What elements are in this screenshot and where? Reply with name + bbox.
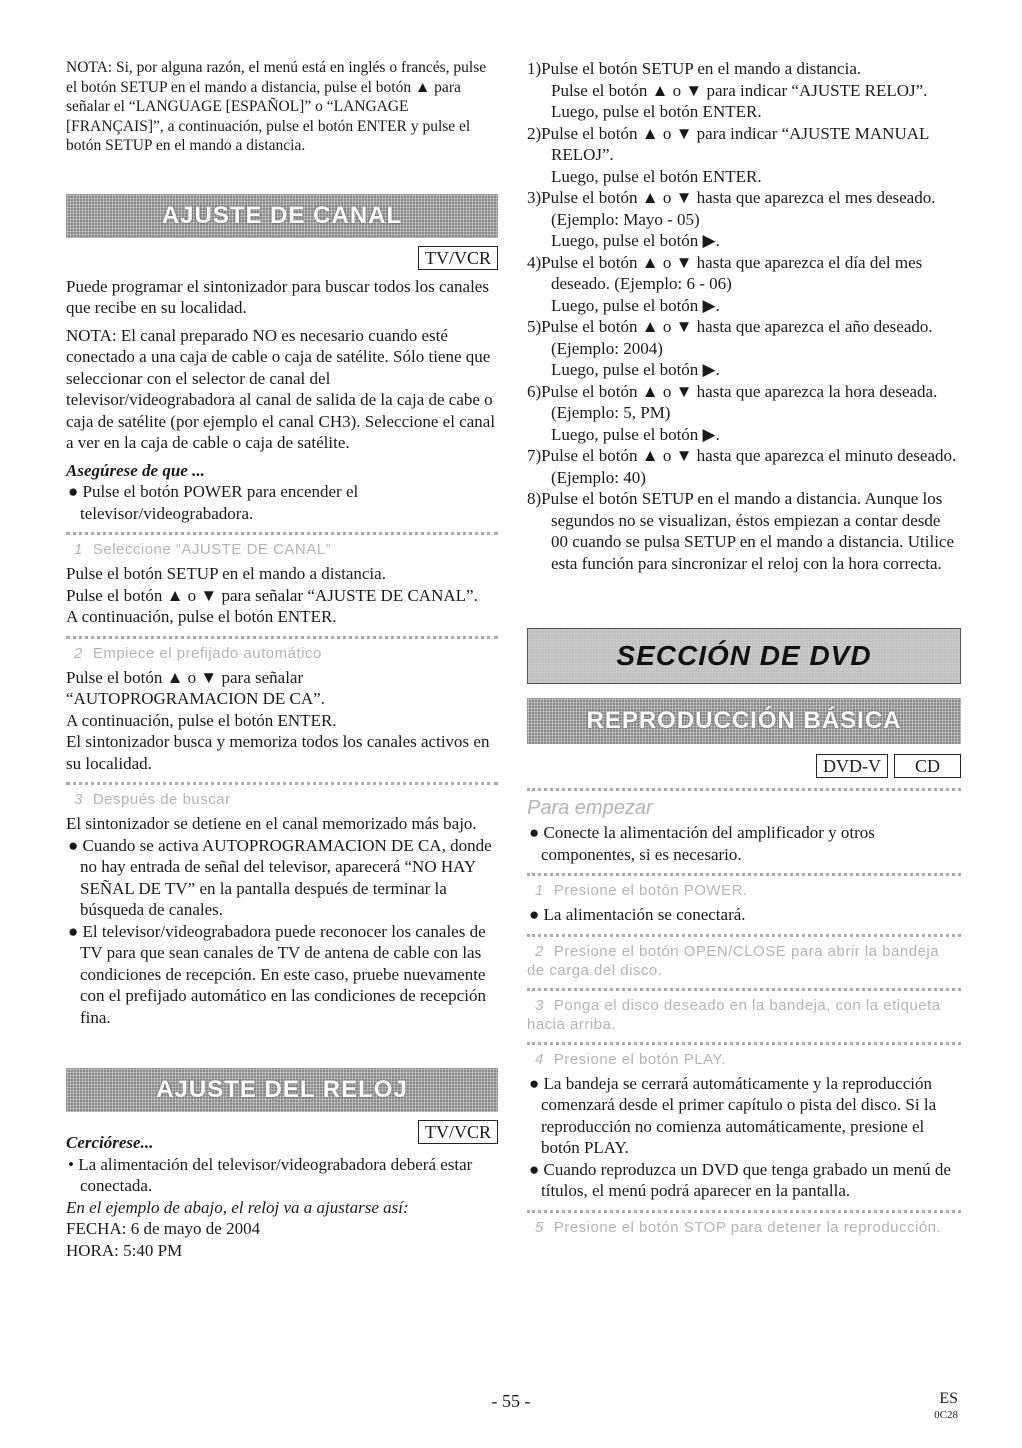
step-heading: 2 Presione el botón OPEN/CLOSE para abrir la bandeja de carga del disco. [527,934,961,980]
step-text: A continuación, pulse el botón ENTER. [66,607,337,626]
step-text: El sintonizador busca y memoriza todos los canales activos en su localidad. [66,732,490,773]
left-column [66,58,498,1261]
clock-steps [527,58,961,574]
step-text: A continuación, pulse el botón ENTER. [66,710,337,730]
step-text: Luego, pulse el botón ▶. [551,295,720,315]
step-text: Luego, pulse el botón ENTER. [551,166,762,186]
list-item: 8)Pulse el botón SETUP en el mando a distancia. Aunque los segundos no se visualizan, éstos empiezan a contar desde 00 cuando se pulsa SETUP en el mando a distancia. Utilice esta función para sincronizar el reloj con la hora correcta. [527,489,955,573]
step-text: El sintonizador se detiene en el canal memorizado más bajo. [66,814,477,833]
list-item: 6)Pulse el botón ▲ o ▼ hasta que aparezca la hora deseada. (Ejemplo: 5, PM) [527,381,938,422]
step-text: Luego, pulse el botón ▶. [551,231,720,250]
list-item: 1)Pulse el botón SETUP en el mando a distancia. [527,59,862,78]
step-text: Pulse el botón ▲ o ▼ para señalar “AJUSTE DE CANAL”. [66,585,478,605]
list-item: ● La alimentación se conectará. [529,905,746,924]
step-text: Pulse el botón SETUP en el mando a distancia. [66,564,386,583]
tag-tv-vcr: TV/VCR [418,1120,498,1144]
list-item: 4)Pulse el botón ▲ o ▼ hasta que aparezca el día del mes deseado. (Ejemplo: 6 - 06) [527,252,923,293]
page-number: - 55 - [491,1391,531,1411]
step-text: Pulse el botón ▲ o ▼ para señalar “AUTOPROGRAMACION DE CA”. [66,667,325,708]
list-item: • La alimentación del televisor/videograbadora deberá estar conectada. [68,1154,473,1195]
canal-intro: Puede programar el sintonizador para buscar todos los canales que recibe en su localidad. [66,276,489,317]
language-code: ES 0C28 [934,1390,958,1421]
step-heading: 1 Presione el botón POWER. [527,873,961,900]
tag-tv-vcr: TV/VCR [418,246,498,270]
list-item: ● Conecte la alimentación del amplificador y otros componentes, si es necesario. [529,823,875,864]
banner-reproduccion-basica: REPRODUCCIÓN BÁSICA [527,698,961,744]
step-text: Luego, pulse el botón ▶. [551,424,720,444]
tag-cd: CD [894,754,961,778]
step-heading: 3 Después de buscar [66,782,498,809]
step-heading: 4 Presione el botón PLAY. [527,1042,961,1069]
step-heading: 3 Ponga el disco deseado en la bandeja, con la etiqueta hacia arriba. [527,988,961,1034]
example-date: FECHA: 6 de mayo de 2004 [66,1219,261,1238]
list-item: ● Cuando se activa AUTOPROGRAMACION DE CA, donde no hay entrada de señal del televisor, aparecerá “NO HAY SEÑAL DE TV” en la pantalla después de terminar la búsqueda de canales. [68,835,492,919]
cerciorese-heading: Cerciórese... [66,1133,154,1152]
right-column [527,58,961,1241]
banner-ajuste-de-canal: AJUSTE DE CANAL [66,194,498,238]
step-text: Luego, pulse el botón ENTER. [551,102,762,121]
list-item: ● El televisor/videograbadora puede reconocer los canales de TV para que sean canales de TV de antena de cable con las condiciones de recepción. En este caso, pruebe nuevamente con el prefijado automático en las condiciones de recepción fina. [68,921,486,1027]
banner-seccion-de-dvd: SECCIÓN DE DVD [527,628,961,684]
banner-ajuste-del-reloj: AJUSTE DEL RELOJ [66,1068,498,1112]
example-time: HORA: 5:40 PM [66,1240,183,1260]
step-text: Luego, pulse el botón ▶. [551,360,720,379]
para-empezar-heading: Para empezar [527,788,961,820]
step-heading: 5 Presione el botón STOP para detener la reproducción. [527,1210,961,1237]
list-item: ● Cuando reproduzca un DVD que tenga grabado un menú de títulos, el menú podrá aparecer en la pantalla. [529,1159,951,1200]
canal-nota: NOTA: El canal preparado NO es necesario cuando esté conectado a una caja de cable o caja de satélite. Sólo tiene que seleccionar con el selector de canal del televisor/videograbadora al canal de salida de la caja de cabe o caja de satélite (por ejemplo el canal CH3). Seleccione el canal a ver en la caja de cable o caja de satélite. [66,325,496,452]
tag-dvd-v: DVD-V [816,754,888,778]
list-item: 3)Pulse el botón ▲ o ▼ hasta que aparezca el mes deseado. (Ejemplo: Mayo - 05) [527,188,936,229]
list-item: 7)Pulse el botón ▲ o ▼ hasta que aparezca el minuto deseado. (Ejemplo: 40) [527,446,957,487]
step-text: Pulse el botón ▲ o ▼ para indicar “AJUSTE RELOJ”. [551,80,928,100]
step-heading: 2 Empiece el prefijado automático [66,636,498,663]
list-item: ● La bandeja se cerrará automáticamente y la reproducción comenzará desde el primer capítulo o pista del disco. Si la reproducción no comienza automáticamente, presione el botón PLAY. [529,1073,937,1157]
list-item: ● Pulse el botón POWER para encender el televisor/videograbadora. [68,482,359,523]
list-item: 2)Pulse el botón ▲ o ▼ para indicar “AJUSTE MANUAL RELOJ”. [527,123,929,164]
step-heading: 1 Seleccione “AJUSTE DE CANAL” [66,532,498,559]
asegurese-heading: Asegúrese de que ... [66,460,205,480]
example-intro: En el ejemplo de abajo, el reloj va a ajustarse así: [66,1197,409,1217]
list-item: 5)Pulse el botón ▲ o ▼ hasta que aparezca el año deseado. (Ejemplo: 2004) [527,317,933,358]
nota-language: NOTA: Si, por alguna razón, el menú está en inglés o francés, pulse el botón SETUP en el mando a distancia, pulse el botón ▲ para señalar el “LANGUAGE [ESPAÑOL]” o “LANGAGE [FRANÇAIS]”, a continuación, pulse el botón ENTER y pulse el botón SETUP en el mando a distancia. [66,59,487,154]
